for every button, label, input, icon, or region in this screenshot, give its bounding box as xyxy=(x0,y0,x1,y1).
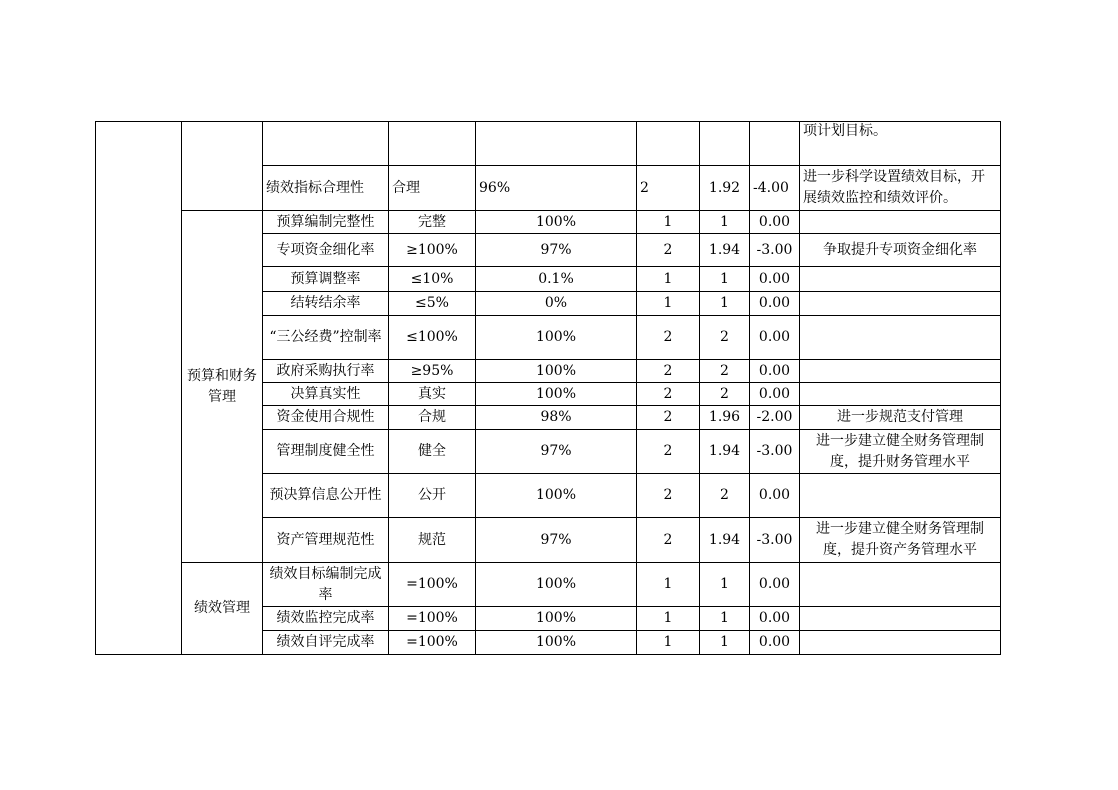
remark-cell: 项计划目标。 xyxy=(800,122,1001,166)
remark-cell xyxy=(800,211,1001,234)
weight-cell: 2 xyxy=(637,166,700,211)
indicator-cell: 绩效目标编制完成率 xyxy=(263,563,389,607)
standard-cell: ≥100% xyxy=(389,234,476,267)
deduct-cell: 0.00 xyxy=(750,292,800,316)
remark-cell: 进一步科学设置绩效目标，开展绩效监控和绩效评价。 xyxy=(800,166,1001,211)
actual-cell: 100% xyxy=(476,474,637,518)
indicator-cell: 结转结余率 xyxy=(263,292,389,316)
score-cell: 1 xyxy=(700,211,750,234)
indicator-cell: “三公经费”控制率 xyxy=(263,316,389,360)
score-cell: 1.96 xyxy=(700,406,750,430)
remark-cell xyxy=(800,631,1001,655)
indicator-cell xyxy=(263,122,389,166)
score-cell: 1 xyxy=(700,267,750,292)
deduct-cell xyxy=(750,122,800,166)
weight-cell: 2 xyxy=(637,406,700,430)
deduct-cell: 0.00 xyxy=(750,607,800,631)
actual-cell: 0.1% xyxy=(476,267,637,292)
weight-cell: 2 xyxy=(637,383,700,406)
actual-cell: 97% xyxy=(476,430,637,474)
score-cell: 1.94 xyxy=(700,518,750,563)
remark-cell xyxy=(800,383,1001,406)
weight-cell: 1 xyxy=(637,211,700,234)
indicator-cell: 决算真实性 xyxy=(263,383,389,406)
score-cell: 2 xyxy=(700,474,750,518)
score-cell: 2 xyxy=(700,360,750,383)
deduct-cell: 0.00 xyxy=(750,631,800,655)
deduct-cell: 0.00 xyxy=(750,383,800,406)
standard-cell: 合规 xyxy=(389,406,476,430)
deduct-cell: 0.00 xyxy=(750,360,800,383)
weight-cell: 2 xyxy=(637,518,700,563)
deduct-cell: 0.00 xyxy=(750,316,800,360)
standard-cell: ≥95% xyxy=(389,360,476,383)
weight-cell: 1 xyxy=(637,563,700,607)
standard-cell: 完整 xyxy=(389,211,476,234)
deduct-cell: -3.00 xyxy=(750,234,800,267)
weight-cell: 1 xyxy=(637,607,700,631)
score-cell: 1.94 xyxy=(700,430,750,474)
score-cell: 1 xyxy=(700,292,750,316)
weight-cell: 2 xyxy=(637,234,700,267)
deduct-cell: -3.00 xyxy=(750,518,800,563)
group-label-budget: 预算和财务管理 xyxy=(182,211,263,563)
actual-cell: 0% xyxy=(476,292,637,316)
indicator-cell: 预算调整率 xyxy=(263,267,389,292)
actual-cell: 100% xyxy=(476,211,637,234)
score-cell: 1.92 xyxy=(700,166,750,211)
indicator-cell: 专项资金细化率 xyxy=(263,234,389,267)
deduct-cell: 0.00 xyxy=(750,474,800,518)
score-cell: 2 xyxy=(700,383,750,406)
remark-cell xyxy=(800,292,1001,316)
deduct-cell: 0.00 xyxy=(750,211,800,234)
standard-cell xyxy=(389,122,476,166)
table-row xyxy=(96,211,1001,234)
actual-cell: 98% xyxy=(476,406,637,430)
standard-cell: 真实 xyxy=(389,383,476,406)
deduct-cell: -4.00 xyxy=(750,166,800,211)
deduct-cell: 0.00 xyxy=(750,563,800,607)
score-cell: 2 xyxy=(700,316,750,360)
standard-cell: 规范 xyxy=(389,518,476,563)
actual-cell xyxy=(476,122,637,166)
actual-cell: 100% xyxy=(476,383,637,406)
remark-cell xyxy=(800,360,1001,383)
actual-cell: 96% xyxy=(476,166,637,211)
standard-cell: =100% xyxy=(389,563,476,607)
score-cell xyxy=(700,122,750,166)
actual-cell: 100% xyxy=(476,316,637,360)
actual-cell: 100% xyxy=(476,360,637,383)
indicator-cell: 政府采购执行率 xyxy=(263,360,389,383)
remark-cell xyxy=(800,316,1001,360)
score-cell: 1 xyxy=(700,607,750,631)
standard-cell: 公开 xyxy=(389,474,476,518)
standard-cell: =100% xyxy=(389,631,476,655)
remark-cell: 进一步建立健全财务管理制度，提升财务管理水平 xyxy=(800,430,1001,474)
remark-cell: 进一步建立健全财务管理制度，提升资产务管理水平 xyxy=(800,518,1001,563)
weight-cell: 2 xyxy=(637,430,700,474)
standard-cell: 合理 xyxy=(389,166,476,211)
standard-cell: ≤5% xyxy=(389,292,476,316)
actual-cell: 97% xyxy=(476,234,637,267)
score-cell: 1 xyxy=(700,631,750,655)
actual-cell: 100% xyxy=(476,563,637,607)
indicator-cell: 预决算信息公开性 xyxy=(263,474,389,518)
score-cell: 1.94 xyxy=(700,234,750,267)
table-row xyxy=(96,563,1001,607)
actual-cell: 97% xyxy=(476,518,637,563)
remark-cell: 争取提升专项资金细化率 xyxy=(800,234,1001,267)
standard-cell: =100% xyxy=(389,607,476,631)
standard-cell: 健全 xyxy=(389,430,476,474)
standard-cell: ≤100% xyxy=(389,316,476,360)
actual-cell: 100% xyxy=(476,631,637,655)
deduct-cell: -2.00 xyxy=(750,406,800,430)
score-cell: 1 xyxy=(700,563,750,607)
group-label-performance: 绩效管理 xyxy=(182,563,263,655)
remark-cell xyxy=(800,607,1001,631)
deduct-cell: -3.00 xyxy=(750,430,800,474)
first-level-cell xyxy=(96,122,182,655)
indicator-cell: 绩效指标合理性 xyxy=(263,166,389,211)
indicator-cell: 绩效自评完成率 xyxy=(263,631,389,655)
weight-cell: 1 xyxy=(637,292,700,316)
remark-cell xyxy=(800,474,1001,518)
remark-cell: 进一步规范支付管理 xyxy=(800,406,1001,430)
actual-cell: 100% xyxy=(476,607,637,631)
second-level-cell xyxy=(182,122,263,211)
indicator-cell: 资金使用合规性 xyxy=(263,406,389,430)
deduct-cell: 0.00 xyxy=(750,267,800,292)
indicator-cell: 资产管理规范性 xyxy=(263,518,389,563)
remark-cell xyxy=(800,267,1001,292)
indicator-cell: 预算编制完整性 xyxy=(263,211,389,234)
standard-cell: ≤10% xyxy=(389,267,476,292)
table-row xyxy=(96,122,1001,166)
indicator-cell: 绩效监控完成率 xyxy=(263,607,389,631)
evaluation-table xyxy=(95,121,1001,655)
remark-cell xyxy=(800,563,1001,607)
weight-cell: 2 xyxy=(637,360,700,383)
weight-cell: 2 xyxy=(637,474,700,518)
weight-cell: 1 xyxy=(637,631,700,655)
weight-cell: 1 xyxy=(637,267,700,292)
weight-cell: 2 xyxy=(637,316,700,360)
indicator-cell: 管理制度健全性 xyxy=(263,430,389,474)
weight-cell xyxy=(637,122,700,166)
